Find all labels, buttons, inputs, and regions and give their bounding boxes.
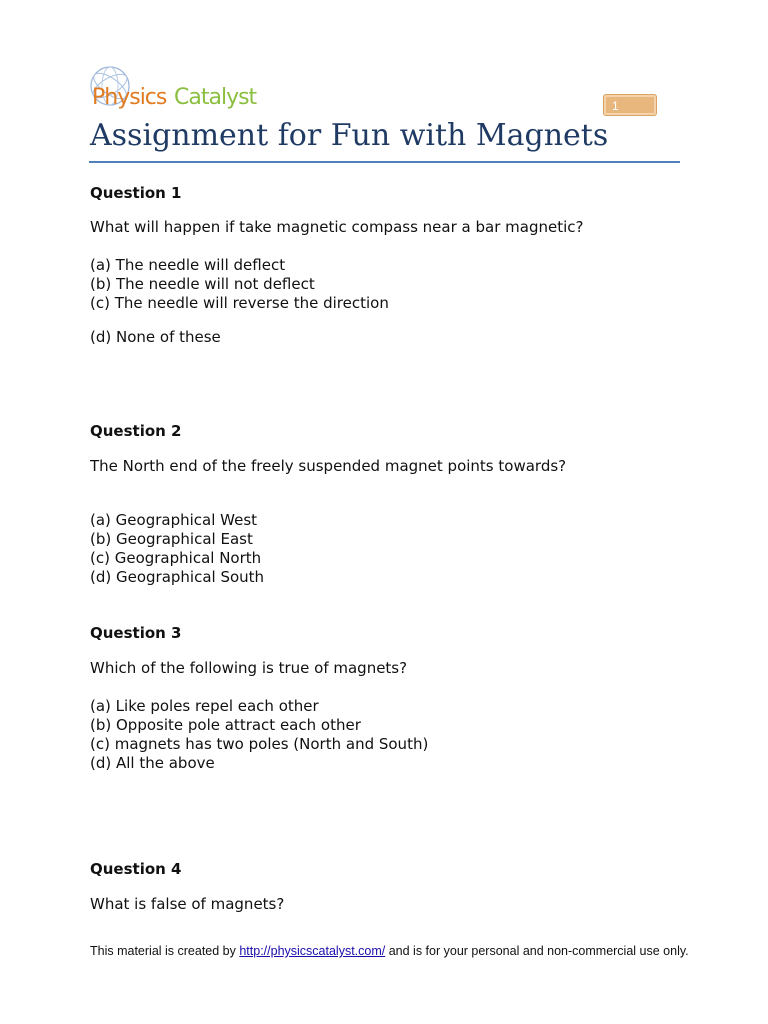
question-2-heading: Question 2 (90, 422, 182, 440)
question-1-option-d: (d) None of these (90, 328, 221, 346)
question-1-option-b: (b) The needle will not deflect (90, 275, 315, 293)
question-1-text: What will happen if take magnetic compass near a bar magnetic? (90, 218, 584, 236)
title-divider (89, 161, 680, 163)
question-3-option-a: (a) Like poles repel each other (90, 697, 319, 715)
question-4-text: What is false of magnets? (90, 895, 285, 913)
question-2-option-b: (b) Geographical East (90, 530, 253, 548)
question-4-heading: Question 4 (90, 860, 182, 878)
question-1-heading: Question 1 (90, 184, 182, 202)
svg-text:Physics: Physics (92, 85, 167, 110)
footer-note (90, 942, 690, 960)
question-2-text: The North end of the freely suspended magnet points towards? (90, 457, 567, 475)
physicscatalyst-logo (88, 62, 258, 114)
question-3-option-d: (d) All the above (90, 754, 215, 772)
question-3-text: Which of the following is true of magnets? (90, 659, 408, 677)
footer-suffix: and is for your personal and non-commercial use only. (385, 944, 689, 958)
question-3-option-b: (b) Opposite pole attract each other (90, 716, 361, 734)
question-2-option-a: (a) Geographical West (90, 511, 258, 529)
question-1-option-c: (c) The needle will reverse the direction (90, 294, 389, 312)
page-number-badge: 1 (603, 94, 657, 116)
atom-globe-icon (88, 62, 258, 114)
question-3-heading: Question 3 (90, 624, 182, 642)
question-1-option-a: (a) The needle will deflect (90, 256, 286, 274)
svg-text:Catalyst: Catalyst (174, 85, 257, 110)
footer-link[interactable]: http://physicscatalyst.com/ (239, 944, 386, 958)
question-2-option-d: (d) Geographical South (90, 568, 265, 586)
page-title: Assignment for Fun with Magnets (90, 118, 609, 153)
question-2-option-c: (c) Geographical North (90, 549, 262, 567)
footer-prefix: This material is created by (90, 944, 240, 958)
question-3-option-c: (c) magnets has two poles (North and South) (90, 735, 429, 753)
